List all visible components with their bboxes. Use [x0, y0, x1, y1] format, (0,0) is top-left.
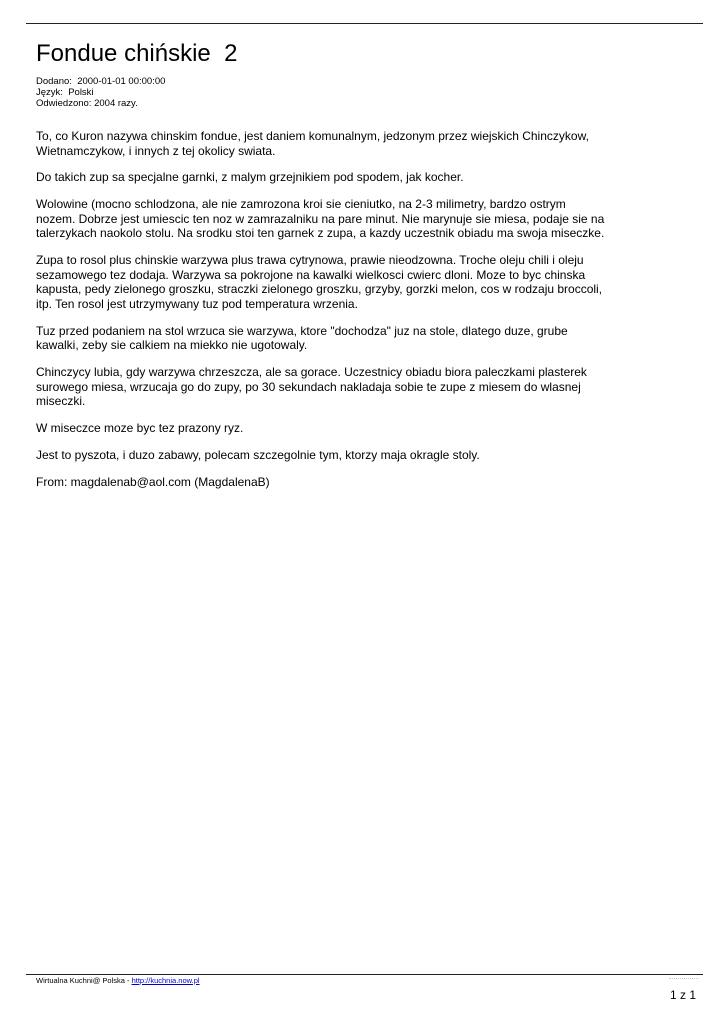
page-title: Fondue chińskie 2	[36, 40, 238, 67]
paragraph-recommendation: Jest to pyszota, i duzo zabawy, polecam szczegolnie tym, ktorzy maja okragle stoly.	[36, 447, 480, 462]
paragraph-pots: Do takich zup sa specjalne garnki, z malym grzejnikiem pod spodem, jak kocher.	[36, 170, 464, 185]
paragraph-rice: W miseczce moze byc tez prazony ryz.	[36, 421, 244, 436]
footer-site-name: Wirtualna Kuchni@ Polska -	[36, 976, 132, 985]
top-rule	[26, 23, 703, 24]
paragraph-eating: Chinczycy lubia, gdy warzywa chrzeszcza, ale sa gorace. Uczestnicy obiadu biora paleczkami plasterek surowego miesa, wrzucaja go do zupy, po 30 sekundach nakladaja sobie te zupe z miesem do wlasnej miseczki.	[36, 365, 587, 409]
footer-rule	[26, 974, 703, 975]
paragraph-beef: Wolowine (mocno schlodzona, ale nie zamrozona kroi sie cieniutko, na 2-3 milimetry, bardzo ostrym nozem. Dobrze jest umiescic ten noz w zamrazalniku na pare minut. Nie marynuje sie miesa, podaje sie na talerzykach naokolo stolu. Na srodku stoi ten garnek z zupa, a kazdy uczestnik obiadu ma swoja miseczke.	[36, 197, 605, 241]
paragraph-soup: Zupa to rosol plus chinskie warzywa plus trawa cytrynowa, prawie nieodzowna. Troche oleju chili i oleju sezamowego tez dodaja. Warzywa sa pokrojone na kawalki wielkosci cwierc dloni. Moze to byc chinska kapusta, pedy zielonego groszku, straczki zielonego groszku, grzyby, gorzki melon, cos w rodzaju broccoli, itp. Ten rosol jest utrzymywany tuz pod temperatura wrzenia.	[36, 253, 603, 311]
paragraph-vegetables: Tuz przed podaniem na stol wrzuca sie warzywa, ktore "dochodza" juz na stole, dlatego duze, grube kawalki, zeby sie calkiem na miekko nie ugotowaly.	[36, 323, 568, 353]
paragraph-intro: To, co Kuron nazywa chinskim fondue, jest daniem komunalnym, jedzonym przez wiejskich Chinczykow, Wietnamczykow, i innych z tej okolicy swiata.	[36, 129, 589, 158]
meta-language: Język: Polski	[36, 87, 94, 98]
meta-added-date: Dodano: 2000-01-01 00:00:00	[36, 76, 166, 87]
recipe-body	[36, 129, 608, 501]
footer-source	[36, 976, 200, 985]
paragraph-author: From: magdalenab@aol.com (MagdalenaB)	[36, 474, 270, 489]
meta-block	[36, 76, 165, 109]
footer-site-link[interactable]: http://kuchnia.now.pl	[131, 976, 200, 985]
page-number: 1 z 1	[670, 988, 697, 1002]
footer-faint-mark	[669, 978, 699, 982]
meta-visit-count: Odwiedzono: 2004 razy.	[36, 98, 138, 109]
